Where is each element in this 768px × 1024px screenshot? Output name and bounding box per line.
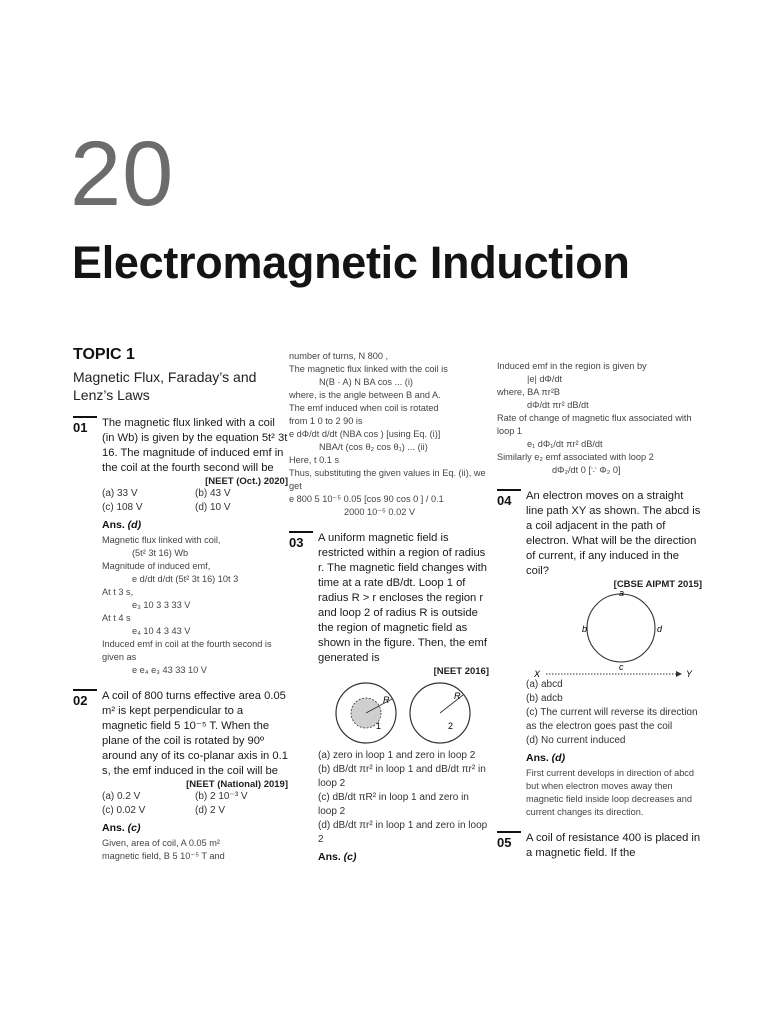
option-b: (b) adcb <box>526 693 563 704</box>
option-b: (b) dB/dt πr² in loop 1 and dB/dt πr² in loop 2 <box>318 764 486 789</box>
question-02 <box>73 689 288 863</box>
question-number: 02 <box>73 689 97 708</box>
loop-1-radius-label: R <box>383 695 390 705</box>
column-2 <box>289 350 489 866</box>
option-d: (d) 2 V <box>195 805 226 817</box>
options <box>318 749 489 847</box>
option-d: (d) No current induced <box>526 735 626 746</box>
path-arrow <box>676 671 682 677</box>
loop-2-radius-label: R <box>454 691 461 701</box>
question-text: A coil of resistance 400 is placed in a magnetic field. If the <box>526 832 701 859</box>
solution: First current develops in direction of abcd but when electron moves away then magnetic field inside loop decreases and current changes its direction. <box>526 768 695 817</box>
option-a: (a) abcd <box>526 679 563 690</box>
option-a: (a) zero in loop 1 and zero in loop 2 <box>318 750 476 761</box>
solution: Given, area of coil, A 0.05 m² magnetic field, B 5 10⁻⁵ T and <box>102 838 225 862</box>
option-d: (d) dB/dt πr² in loop 1 and zero in loop 2 <box>318 820 488 845</box>
option-a: (a) 0.2 V <box>102 791 141 803</box>
answer: Ans. (c) <box>318 851 357 863</box>
label-y: Y <box>686 669 693 678</box>
label-b: b <box>582 624 588 634</box>
option-c: (c) 108 V <box>102 502 143 514</box>
chapter-number: 20 <box>70 123 175 225</box>
option-c: (c) The current will reverse its direction as the electron goes past the coil <box>526 707 698 732</box>
loops-figure <box>318 677 488 749</box>
question-source: [CBSE AIPMT 2015] <box>613 579 702 590</box>
solution-continued: number of turns, N 800 , The magnetic flux linked with the coil is N(B · A) N BA cos ... (i) where, is the angle between B and A. The emf induced when coil is rotated from 1 0 to 2 90 is e dΦ/dt d/dt (NBA cos ) [using Eq. (i)] NBA/t (cos θ₂ cos θ₁) ... (ii) Here, t 0.1 s Thus, substituting the given values in Eq. (ii), we get e 800 5 10⁻⁵ 0.05 [cos 90 cos 0 ] / 0.1 2000 10⁻⁵ 0.02 V <box>289 351 486 517</box>
chapter-title: Electromagnetic Induction <box>72 237 630 288</box>
question-text: A uniform magnetic field is restricted within a region of radius r. The magnetic field changes with time at a rate dB/dt. Loop 1 of radius R > r encloses the region r and loop 2 of radius R is outside the region of magnetic field as shown in the figure. Then, the emf generated is <box>318 532 487 664</box>
option-c: (c) 0.02 V <box>102 805 146 817</box>
answer: Ans. (d) <box>526 752 566 764</box>
options <box>102 487 288 515</box>
question-text: An electron moves on a straight line path XY as shown. The abcd is a coil adjacent in the path of electron. What will be the direction of current, if any induced in the coil? <box>526 490 701 577</box>
answer: Ans. (d) <box>102 519 142 532</box>
options <box>102 790 288 818</box>
question-number: 01 <box>73 416 97 435</box>
label-d: d <box>657 624 663 634</box>
loop-1-label: 1 <box>376 721 382 731</box>
question-04 <box>497 489 702 819</box>
question-text: The magnetic flux linked with a coil (in Wb) is given by the equation 5t² 3t 16. The magnitude of induced emf in the coil at the fourth second will be <box>102 417 288 475</box>
loop-2-label: 2 <box>448 721 454 731</box>
question-source: [NEET (National) 2019] <box>186 779 288 791</box>
column-3 <box>497 360 702 861</box>
option-a: (a) 33 V <box>102 488 138 500</box>
question-source: [NEET 2016] <box>433 666 489 677</box>
coil-figure <box>526 590 706 678</box>
option-d: (d) 10 V <box>195 502 231 514</box>
option-b: (b) 2 10⁻³ V <box>195 791 248 803</box>
answer: Ans. (c) <box>102 822 141 835</box>
solution-continued: Induced emf in the region is given by |e| dΦ/dt where, BA πr²B dΦ/dt πr² dB/dt Rate of change of magnetic flux associated with loop 1 e₁ dΦ₁/dt πr² dB/dt Similarly e₂ emf associated with loop 2 dΦ₂/dt 0 [∵ Φ₂ 0] <box>497 361 692 475</box>
question-number: 05 <box>497 831 521 850</box>
solution: Magnetic flux linked with coil, (5t² 3t 16) Wb Magnitude of induced emf, e d/dt d/dt (5t² 3t 16) 10t 3 At t 3 s, e₃ 10 3 3 33 V At t 4 s e₄ 10 4 3 43 V Induced emf in coil at the fourth second is given as e e₄ e₃ 43 33 10 V <box>102 535 272 676</box>
question-03 <box>289 531 489 863</box>
question-01 <box>73 416 288 677</box>
question-number: 03 <box>289 531 313 550</box>
column-1 <box>73 340 288 863</box>
label-x: X <box>534 669 541 678</box>
option-b: (b) 43 V <box>195 488 231 500</box>
options <box>526 678 702 748</box>
coil-circle <box>587 594 655 662</box>
topic-label: TOPIC 1 <box>73 346 135 363</box>
question-source: [NEET (Oct.) 2020] <box>205 476 288 488</box>
topic-title: Magnetic Flux, Faraday’s and Lenz’s Laws <box>73 369 257 404</box>
question-05 <box>497 831 702 861</box>
question-text: A coil of 800 turns effective area 0.05 m² is kept perpendicular to a magnetic field 5 10⁻⁵ T. When the plane of the coil is rotated by 90º around any of its co-planar axis in 0.1 s, the emf induced in the coil will be <box>102 690 288 778</box>
option-c: (c) dB/dt πR² in loop 1 and zero in loop 2 <box>318 792 469 817</box>
label-a: a <box>619 590 625 598</box>
label-c: c <box>619 662 624 672</box>
question-number: 04 <box>497 489 521 508</box>
